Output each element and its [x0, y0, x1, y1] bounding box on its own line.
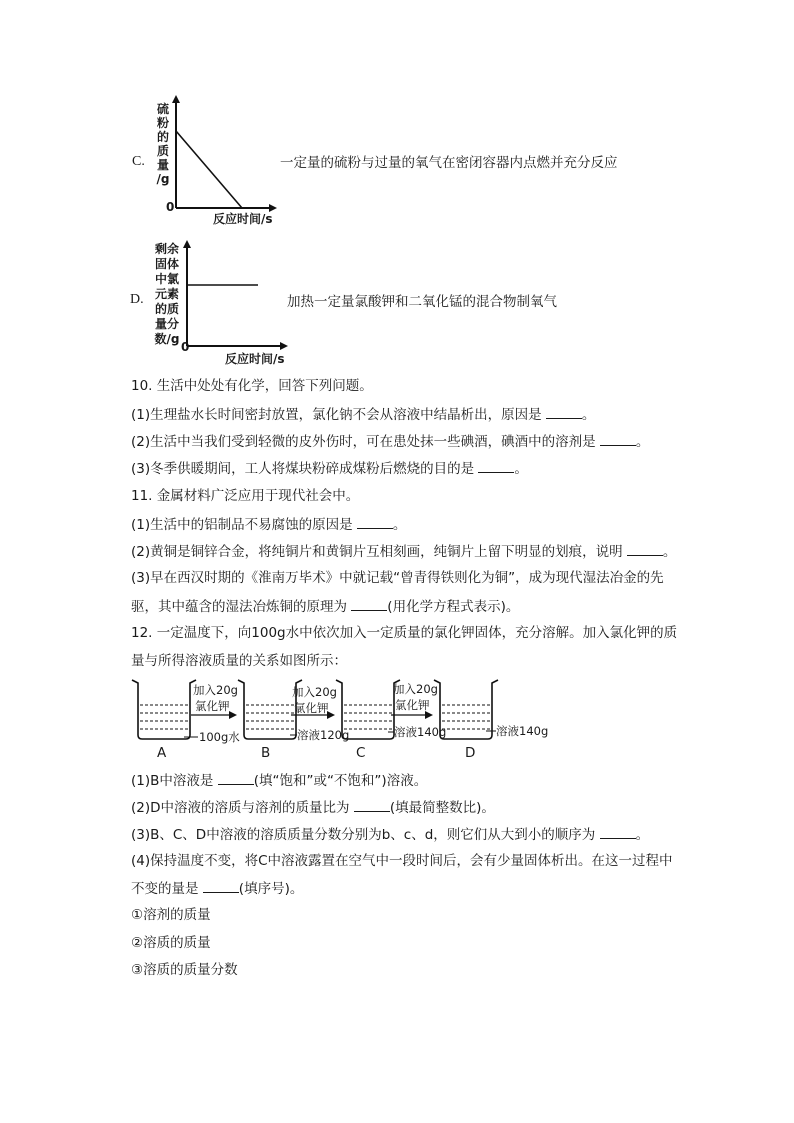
beaker-label-b: B — [261, 745, 271, 761]
question-12-item-1: (1)B中溶液是 (填“饱和”或“不饱和”)溶液。 — [131, 773, 428, 789]
question-11-item-2: (2)黄铜是铜锌合金，将纯铜片和黄铜片互相刻画，纯铜片上留下明显的划痕，说明 。 — [131, 544, 677, 560]
question-12-item-2: (2)D中溶液的溶质与溶剂的质量比为 (填最简整数比)。 — [131, 800, 495, 816]
add-label-3-bottom: 氯化钾 — [395, 698, 430, 712]
option-c-ylabel: 硫 粉 的 质 量 /g — [156, 102, 170, 186]
beaker-label-c: C — [356, 745, 366, 761]
add-label-2-top: 加入20g — [292, 685, 337, 699]
question-12-line-2: 量与所得溶液质量的关系如图所示： — [131, 653, 347, 669]
option-d-letter: D. — [130, 292, 144, 307]
option-c-description: 一定量的硫粉与过量的氧气在密闭容器内点燃并充分反应 — [280, 155, 618, 171]
choice-3: ③溶质的质量分数 — [131, 962, 238, 978]
note-d: 溶液140g — [496, 724, 549, 738]
add-label-1-bottom: 氯化钾 — [195, 699, 230, 713]
arrow-c-d — [391, 711, 433, 719]
option-c-origin: 0 — [166, 200, 175, 214]
note-c: 溶液140g — [394, 725, 447, 739]
option-d-origin: 0 — [181, 340, 190, 354]
option-d-xlabel: 反应时间/s — [225, 352, 285, 366]
beaker-label-d: D — [465, 745, 476, 761]
question-11-item-3-line-2: 驱，其中蕴含的湿法冶炼铜的原理为 (用化学方程式表示)。 — [131, 599, 520, 615]
option-c-letter: C. — [132, 154, 145, 169]
add-label-2-bottom: 氯化钾 — [294, 701, 329, 715]
question-12-item-4-line-1: (4)保持温度不变，将C中溶液露置在空气中一段时间后，会有少量固体析出。在这一过程中 — [131, 853, 673, 869]
option-d-description: 加热一定量氯酸钾和二氧化锰的混合物制氧气 — [287, 294, 557, 310]
question-11-item-3-line-1: (3)早在西汉时期的《淮南万毕术》中就记载“曾青得铁则化为铜”，成为现代湿法冶金的先 — [131, 570, 664, 586]
choice-2: ②溶质的质量 — [131, 935, 211, 951]
question-12-line-1: 12. 一定温度下，向100g水中依次加入一定质量的氯化钾固体，充分溶解。加入氯化钾的质 — [131, 625, 678, 641]
choice-1: ①溶剂的质量 — [131, 907, 211, 923]
add-label-1-top: 加入20g — [193, 683, 238, 697]
question-11-item-1: (1)生活中的铝制品不易腐蚀的原因是 。 — [131, 517, 407, 533]
question-11-title: 11. 金属材料广泛应用于现代社会中。 — [131, 488, 360, 504]
option-c-xlabel: 反应时间/s — [213, 212, 273, 226]
answer-blank[interactable] — [218, 771, 254, 785]
option-d-ylabel: 剩余 固体 中氯 元素 的质 量分 数/g — [154, 242, 180, 346]
answer-blank[interactable] — [203, 879, 239, 893]
beaker-a — [132, 680, 196, 739]
beaker-label-a: A — [157, 745, 167, 761]
add-label-3-top: 加入20g — [393, 682, 438, 696]
note-b: 溶液120g — [297, 728, 350, 742]
question-12-item-3: (3)B、C、D中溶液的溶质质量分数分别为b、c、d，则它们从大到小的顺序为 。 — [131, 827, 650, 843]
question-10-title: 10. 生活中处处有化学，回答下列问题。 — [131, 378, 373, 394]
answer-blank[interactable] — [354, 798, 390, 812]
question-10-item-3: (3)冬季供暖期间，工人将煤块粉碎成煤粉后燃烧的目的是 。 — [131, 461, 528, 477]
answer-blank[interactable] — [600, 825, 636, 839]
question-10-item-1: (1)生理盐水长时间密封放置，氯化钠不会从溶液中结晶析出，原因是 。 — [131, 407, 596, 423]
note-a: 100g水 — [199, 730, 240, 744]
question-12-item-4-line-2: 不变的量是 (填序号)。 — [131, 881, 304, 897]
question-10-item-2: (2)生活中当我们受到轻微的皮外伤时，可在患处抹一些碘酒，碘酒中的溶剂是 。 — [131, 434, 650, 450]
